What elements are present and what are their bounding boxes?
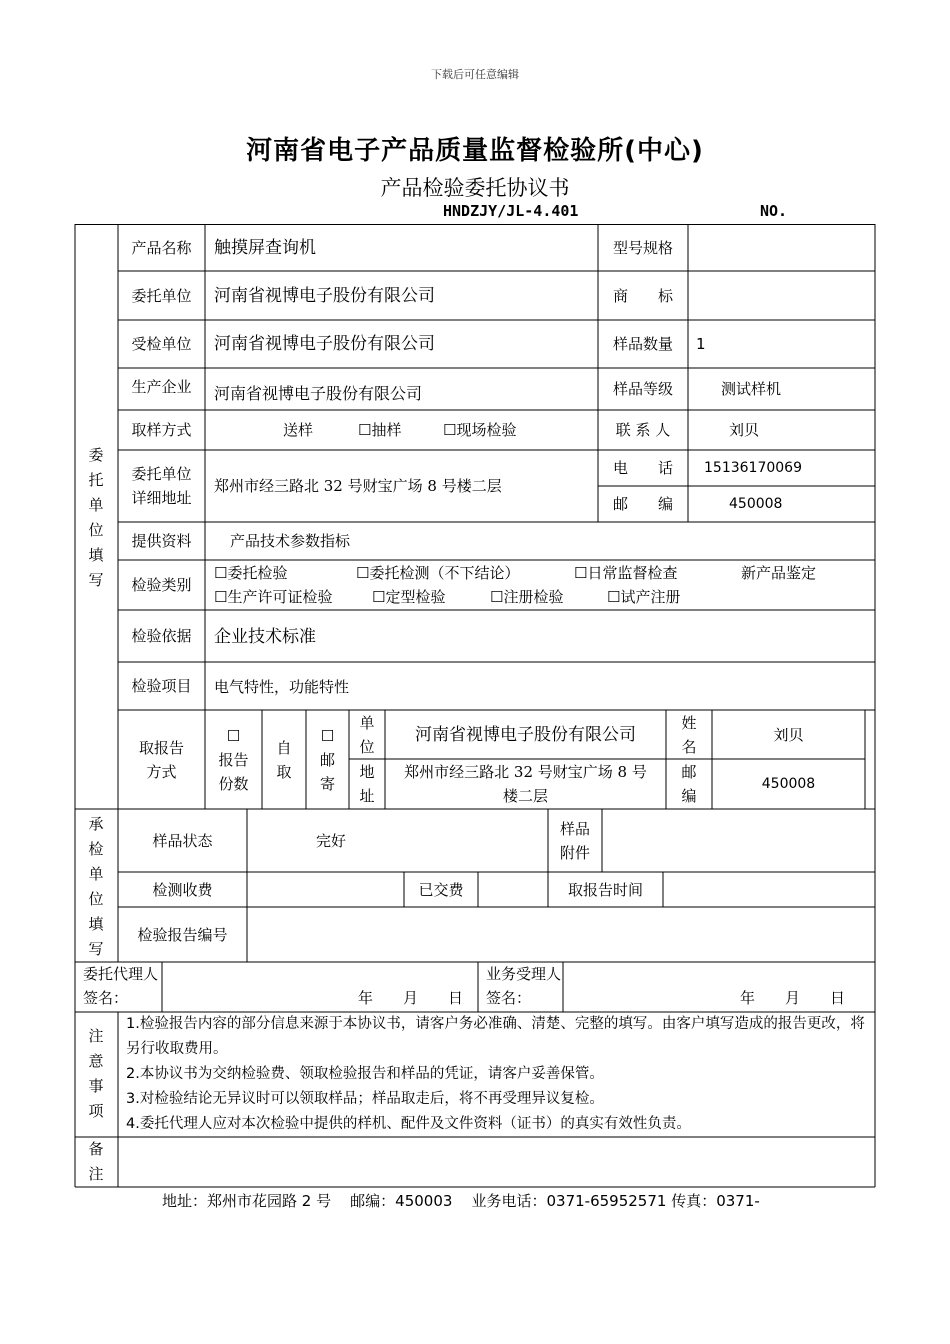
basis-value[interactable]: 企业技术标准: [214, 627, 316, 647]
report-name-value[interactable]: 刘贝: [773, 725, 804, 744]
category-option-registration[interactable]: ☐注册检验: [490, 588, 564, 606]
self-pickup-label: 自取: [276, 738, 292, 781]
items-value[interactable]: 电气特性，功能特性: [214, 678, 350, 696]
post-label: 邮编: [681, 763, 697, 805]
note-item-1: 1.检验报告内容的部分信息来源于本协议书，请客户务必准确、清楚、完整的填写。由客户填写造成的报告更改，将另行收取费用。: [126, 1016, 865, 1057]
report-copies-cell[interactable]: [205, 710, 262, 809]
materials-value[interactable]: 产品技术参数指标: [230, 532, 351, 550]
product-name-label: 产品名称: [131, 238, 192, 257]
client-unit-value[interactable]: 河南省视博电子股份有限公司: [214, 286, 435, 306]
address-label-line2: 详细地址: [131, 489, 192, 507]
agent-signature-date[interactable]: 年 月 日: [358, 989, 464, 1007]
number-label: NO.: [760, 202, 788, 220]
page-title: 河南省电子产品质量监督检验所(中心): [246, 136, 704, 166]
category-option-type[interactable]: ☐定型检验: [372, 588, 446, 606]
report-copies-label: 报告份数: [218, 750, 249, 793]
trademark-label: 商 标: [612, 286, 673, 305]
addr-label: 地址: [359, 763, 375, 805]
inspected-unit-label: 受检单位: [131, 335, 192, 353]
category-option-testing[interactable]: ☐委托检测（不下结论）: [356, 564, 520, 582]
unit-label-cell: [349, 710, 385, 759]
report-addr-line1: 郑州市经三路北 32 号财宝广场 8 号: [404, 763, 647, 781]
attachments-label-cell: [548, 809, 602, 872]
agent-signature-label: 委托代理人签名：: [83, 965, 159, 1007]
sample-qty-label: 样品数量: [612, 335, 673, 353]
address-value[interactable]: 郑州市经三路北 32 号财宝广场 8 号楼二层: [214, 477, 502, 495]
remarks-section-label: 备注: [88, 1140, 104, 1183]
sampling-option-draw[interactable]: ☐抽样: [358, 421, 402, 439]
producer-label: 生产企业: [131, 378, 192, 396]
contact-label: 联 系 人: [615, 421, 671, 439]
receiver-signature-label: 业务受理人签名：: [486, 965, 562, 1007]
report-addr-line2: 楼二层: [502, 787, 548, 805]
mail-checkbox[interactable]: ☐: [320, 726, 335, 745]
attachments-label: 样品附件: [559, 819, 590, 862]
watermark-text: 下载后可任意编辑: [431, 68, 519, 81]
sampling-label: 取样方式: [131, 421, 192, 439]
paid-label: 已交费: [418, 880, 464, 899]
category-label: 检验类别: [131, 576, 192, 594]
document-code: HNDZJY/JL-4.401: [443, 202, 579, 220]
sampling-option-onsite[interactable]: ☐现场检验: [443, 421, 517, 439]
post-label-cell: [666, 759, 712, 809]
report-unit-value[interactable]: 河南省视博电子股份有限公司: [415, 724, 636, 745]
sample-grade-label: 样品等级: [612, 380, 673, 398]
category-option-trial[interactable]: ☐试产注册: [607, 588, 681, 606]
client-unit-label: 委托单位: [131, 286, 192, 305]
fee-label: 检测收费: [152, 880, 213, 899]
category-option-license[interactable]: ☐生产许可证检验: [214, 588, 333, 606]
note-item-2: 2.本协议书为交纳检验费、领取检验报告和样品的凭证，请客户妥善保管。: [126, 1066, 604, 1082]
basis-label: 检验依据: [131, 627, 192, 645]
category-option-commissioned[interactable]: ☐委托检验: [214, 564, 288, 582]
sample-state-value[interactable]: 完好: [316, 832, 347, 850]
name-label: 姓名: [681, 713, 697, 756]
notes-list: [126, 1012, 871, 1137]
producer-value[interactable]: 河南省视博电子股份有限公司: [214, 384, 423, 403]
report-no-label: 检验报告编号: [137, 925, 228, 944]
report-method-label: 取报告方式: [138, 738, 184, 781]
notes-section-label: 注意事项: [88, 1027, 104, 1120]
addr-label-cell: [349, 759, 385, 809]
name-label-cell: [666, 710, 712, 759]
mail-cell[interactable]: [306, 710, 349, 809]
postcode-label: 邮 编: [612, 495, 673, 513]
footer-contact: 地址：郑州市花园路 2 号 邮编：450003 业务电话：0371-65952571 传真：0371-: [162, 1192, 760, 1210]
category-option-supervision[interactable]: ☐日常监督检查: [574, 564, 678, 582]
postcode-value[interactable]: 450008: [729, 496, 783, 512]
mail-label: 邮寄: [319, 750, 335, 793]
inspected-unit-value[interactable]: 河南省视博电子股份有限公司: [214, 334, 435, 354]
model-label: 型号规格: [612, 238, 673, 257]
receiver-signature-date[interactable]: 年 月 日: [740, 989, 846, 1007]
product-name-value[interactable]: 触摸屏查询机: [214, 238, 316, 258]
sample-qty-value[interactable]: 1: [696, 335, 706, 353]
phone-value[interactable]: 15136170069: [704, 460, 802, 476]
pickup-time-label: 取报告时间: [567, 880, 643, 899]
report-addr-value[interactable]: [385, 759, 666, 809]
materials-label: 提供资料: [131, 532, 192, 550]
report-copies-checkbox[interactable]: ☐: [226, 726, 241, 745]
address-label-line1: 委托单位: [131, 465, 192, 483]
phone-label: 电 话: [612, 459, 673, 477]
client-section-label: 委托单位填写: [88, 446, 104, 589]
category-option-new-product[interactable]: 新产品鉴定: [741, 564, 817, 582]
contact-value[interactable]: 刘贝: [729, 421, 760, 439]
self-pickup-cell[interactable]: [262, 710, 306, 809]
sampling-option-send[interactable]: 送样: [283, 421, 314, 439]
sample-grade-value[interactable]: 测试样机: [721, 380, 782, 398]
page-subtitle: 产品检验委托协议书: [380, 176, 570, 200]
address-label: [118, 450, 205, 522]
items-label: 检验项目: [131, 677, 192, 695]
unit-label: 单位: [359, 713, 375, 756]
sample-state-label: 样品状态: [152, 831, 213, 850]
lab-section-label: 承检单位填写: [88, 815, 104, 958]
report-post-value[interactable]: 450008: [761, 776, 816, 792]
note-item-3: 3.对检验结论无异议时可以领取样品；样品取走后，将不再受理异议复检。: [126, 1091, 604, 1107]
note-item-4: 4.委托代理人应对本次检验中提供的样机、配件及文件资料（证书）的真实有效性负责。: [126, 1116, 691, 1132]
